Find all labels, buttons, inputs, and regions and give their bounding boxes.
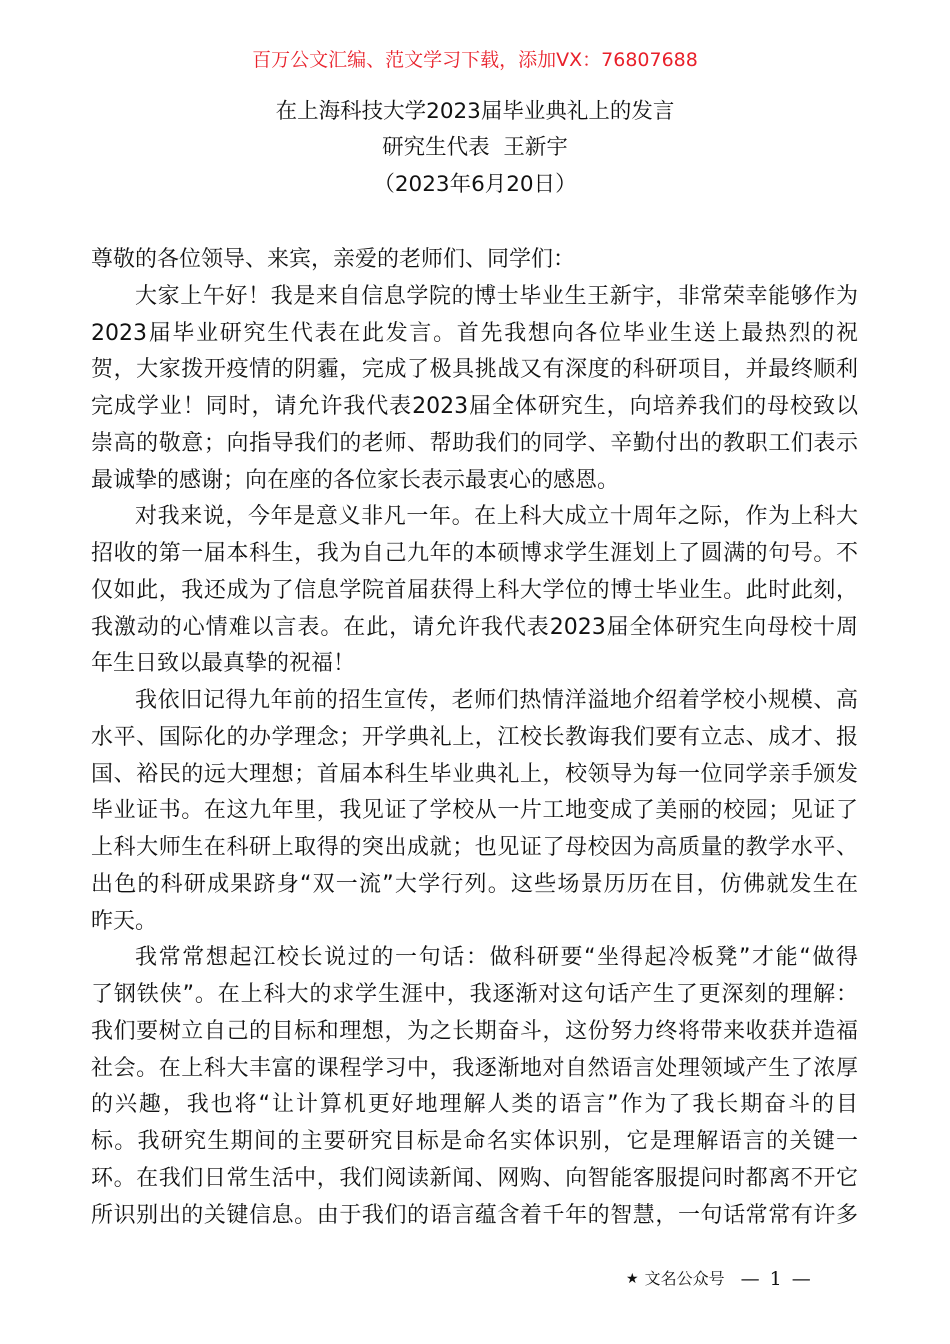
paragraph-line: 贺，大家拨开疫情的阴霾，完成了极具挑战又有深度的科研项目，并最终顺利 [91,357,858,383]
paragraph-line: 出色的科研成果跻身“双一流”大学行列。这些场景历历在目，仿佛就发生在 [91,871,858,897]
paragraph-line: 毕业证书。在这九年里，我见证了学校从一片工地变成了美丽的校园；见证了 [91,798,858,824]
paragraph-line: 大家上午好！我是来自信息学院的博士毕业生王新宇，非常荣幸能够作为 [135,283,858,309]
page-footer [626,1266,813,1292]
paragraph-line: 我依旧记得九年前的招生宣传，老师们热情洋溢地介绍着学校小规模、高 [135,688,858,713]
page-number: — 1 — [740,1268,813,1290]
paragraph-line: 仅如此，我还成为了信息学院首届获得上科大学位的博士毕业生。此时此刻， [91,577,858,603]
paragraph-line: 水平、国际化的办学理念；开学典礼上，江校长教诲我们要有立志、成才、报 [91,724,858,750]
paragraph-line: 崇高的敬意；向指导我们的老师、帮助我们的同学、辛勤付出的教职工们表示 [91,430,858,456]
document-body [91,242,858,1234]
paragraph-line: 完成学业！同时，请允许我代表2023届全体研究生，向培养我们的母校致以 [91,394,858,419]
paragraph-line: 环。在我们日常生活中，我们阅读新闻、网购、向智能客服提问时都离不开它 [91,1165,858,1191]
paragraph-line: 社会。在上科大丰富的课程学习中，我逐渐地对自然语言处理领域产生了浓厚 [91,1055,858,1081]
salutation: 尊敬的各位领导、来宾，亲爱的老师们、同学们： [91,247,576,272]
paragraph-line: 了钢铁侠”。在上科大的求学生涯中，我逐渐对这句话产生了更深刻的理解： [91,982,858,1007]
speaker-line: 研究生代表 王新宇 [382,135,568,160]
paragraph-line: 昨天。 [91,908,158,934]
document-title: 在上海科技大学2023届毕业典礼上的发言 [275,99,675,124]
paragraph-line: 的兴趣，我也将“让计算机更好地理解人类的语言”作为了我长期奋斗的目 [91,1092,858,1118]
paragraph-line: 国、裕民的远大理想；首届本科生毕业典礼上，校领导为每一位同学亲手颁发 [91,761,858,787]
paragraph-line: 标。我研究生期间的主要研究目标是命名实体识别，它是理解语言的关键一 [91,1129,858,1154]
paragraph-line: 最诚挚的感谢；向在座的各位家长表示最衷心的感恩。 [91,467,620,493]
date-line: （2023年6月20日） [373,172,577,197]
paragraph-line: 对我来说，今年是意义非凡一年。在上科大成立十周年之际，作为上科大 [135,504,858,530]
watermark-banner: 百万公文汇编、范文学习下载，添加VX：76807688 [252,49,698,71]
paragraph-line: 年生日致以最真挚的祝福！ [91,651,356,677]
paragraph-line: 招收的第一届本科生，我为自己九年的本硕博求学生涯划上了圆满的句号。不 [91,541,858,566]
paragraph-line: 我们要树立自己的目标和理想，为之长期奋斗，这份努力终将带来收获并造福 [91,1018,858,1044]
paragraph-line: 我常常想起江校长说过的一句话：做科研要“坐得起冷板凳”才能“做得 [135,945,858,971]
paragraph-line: 上科大师生在科研上取得的突出成就；也见证了母校因为高质量的教学水平、 [91,835,858,860]
paragraph-line: 所识别出的关键信息。由于我们的语言蕴含着千年的智慧，一句话常常有许多 [91,1202,858,1228]
paragraph-line: 我激动的心情难以言表。在此，请允许我代表2023届全体研究生向母校十周 [91,614,858,640]
footer-source: 文名公众号 [644,1269,725,1288]
star-icon: ★ [626,1271,639,1287]
paragraph-line: 2023届毕业研究生代表在此发言。首先我想向各位毕业生送上最热烈的祝 [91,320,858,346]
